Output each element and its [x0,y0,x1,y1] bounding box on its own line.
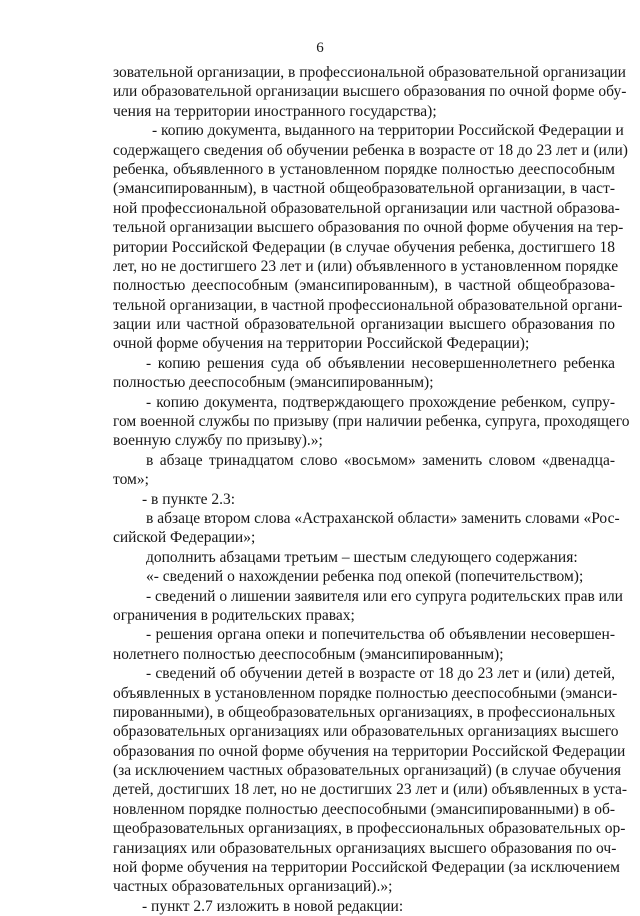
text-line: детей, достигших 18 лет, но не достигших 23 лет и (или) объявленных в уста- [113,781,628,799]
text-line: (эмансипированным), в частной общеобразовательной организации, в част- [113,180,615,198]
text-line: зовательной организации, в профессиональной образовательной организации [113,64,626,81]
text-line: ной форме обучения на территории Российской Федерации (за исключением [113,859,620,877]
text-line: в абзаце втором слова «Астраханской области» заменить словами «Рос- [146,509,620,527]
text-line: новленном порядке полностью дееспособными (эмансипированными) в об- [113,800,615,818]
text-line: зации или частной образовательной организации высшего образования по [113,316,615,334]
text-line: том»; [113,471,149,489]
text-line: объявленных в установленном порядке полностью дееспособными (эманси- [113,684,618,702]
text-line: гом военной службы по призыву (при наличии ребенка, супруга, проходящего [113,413,630,431]
text-line: содержащего сведения об обучении ребенка в возрасте от 18 до 23 лет и (или) [113,141,628,159]
text-line: полностью дееспособным (эмансипированным), в частной общеобразова- [113,277,615,295]
text-line: или образовательной организации высшего образования по очной форме обу- [113,83,627,101]
text-line: - сведений об обучении детей в возрасте от 18 до 23 лет и (или) детей, [146,665,615,683]
text-line: в абзаце тринадцатом слово «восьмом» заменить словом «двенадца- [146,451,615,469]
text-line: лет, но не достигшего 23 лет и (или) объявленного в установленном порядке [113,257,619,275]
text-line: образования по очной форме обучения на территории Российской Федерации [113,742,626,760]
text-line: ребенка, объявленного в установленном порядке полностью дееспособным [113,160,615,178]
text-line: ной профессиональной образовательной организации или частной образова- [113,199,620,217]
text-line: военную службу по призыву).»; [113,432,323,450]
text-line: - решения органа опеки и попечительства об объявлении несовершен- [146,626,615,644]
text-line: - копию документа, выданного на территории Российской Федерации и [152,122,624,140]
text-line: образовательных организациях или образовательных организациях высшего [113,723,619,741]
text-line: очной форме обучения на территории Российской Федерации); [113,335,530,353]
text-line: тельной организации, в частной профессиональной образовательной органи- [113,296,623,314]
text-line: «- сведений о нахождении ребенка под опекой (попечительством); [146,568,584,586]
text-line: частных образовательных организаций).»; [113,878,393,896]
text-line: щеобразовательных организациях, в профессиональных образовательных ор- [113,820,626,838]
text-line: ограничения в родительских правах; [113,606,355,624]
page-number: 6 [316,40,324,56]
text-line: (за исключением частных образовательных организаций) (в случае обучения [113,762,621,780]
text-line: дополнить абзацами третьим – шестым следующего содержания: [146,548,578,566]
text-line: чения на территории иностранного государства); [113,102,437,120]
text-line: тельной организации высшего образования по очной форме обучения на тер- [113,219,624,237]
text-line: полностью дееспособным (эмансипированным); [113,374,434,392]
text-line: - копию документа, подтверждающего прохождение ребенком, супру- [146,393,615,411]
text-line: - сведений о лишении заявителя или его супруга родительских прав или [146,587,623,605]
text-line: - пункт 2.7 изложить в новой редакции: [142,897,404,915]
text-line: пированными), в общеобразовательных организациях, в профессиональных [113,703,616,721]
text-line: - копию решения суда об объявлении несовершеннолетнего ребенка [146,354,615,372]
body-text [113,63,630,916]
text-line: нолетнего полностью дееспособным (эмансипированным); [113,645,504,663]
text-line: ганизациях или образовательных организациях высшего образования по оч- [113,839,617,857]
text-line: ритории Российской Федерации (в случае обучения ребенка, достигшего 18 [113,238,615,256]
text-line: сийской Федерации»; [113,529,256,547]
text-line: - в пункте 2.3: [142,490,236,508]
